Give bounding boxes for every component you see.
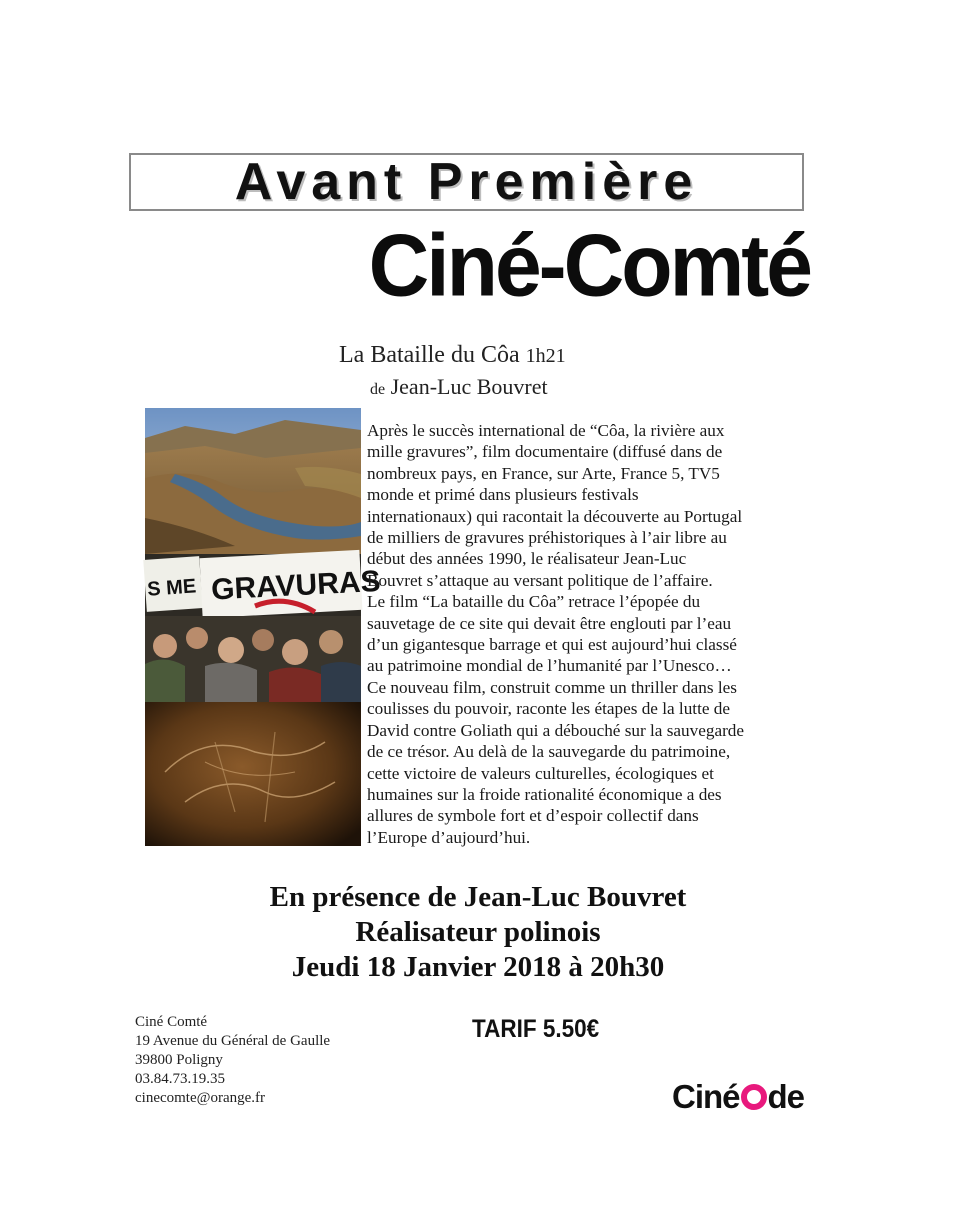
synopsis-line: Après le succès international de “Côa, la rivière aux: [367, 421, 725, 440]
address-name: Ciné Comté: [135, 1014, 208, 1030]
director-name: Jean-Luc Bouvret: [390, 374, 548, 399]
protest-sign-main-text: GRAVURAS: [210, 564, 382, 607]
guest-line: En présence de Jean-Luc Bouvret: [269, 881, 687, 913]
rock-engraving-photo: [145, 702, 361, 846]
director-prefix: de: [370, 381, 386, 398]
synopsis-line: début des années 1990, le réalisateur Jean-Luc: [367, 549, 687, 569]
address-city: 39800 Poligny: [135, 1052, 223, 1068]
logo-o-ring-icon: [741, 1084, 767, 1110]
synopsis-line: mille gravures”, film documentaire (diffusé dans de: [367, 442, 723, 462]
synopsis-line: internationaux) qui racontait la découverte au Portugal: [367, 506, 743, 526]
synopsis-line: d’un gigantesque barrage et qui est aujourd’hui classé: [367, 635, 737, 655]
event-date: Jeudi 18 Janvier 2018 à 20h30: [291, 951, 665, 983]
guest-role: Réalisateur polinois: [355, 916, 601, 948]
cineode-logo: [672, 1078, 804, 1116]
protest-sign-left-text: S ME: [146, 575, 197, 601]
synopsis-line: coulisses du pouvoir, raconte les étapes de la lutte de: [367, 699, 731, 719]
synopsis-line: nombreux pays, en France, sur Arte, France 5, TV5: [367, 463, 720, 483]
synopsis-line: de milliers de gravures préhistoriques à l’air libre au: [367, 528, 727, 548]
synopsis-line: monde et primé dans plusieurs festivals: [367, 485, 639, 505]
address-email: cinecomte@orange.fr: [135, 1090, 265, 1106]
synopsis-line: Bouvret s’attaque au versant politique de l’affaire.: [367, 570, 713, 590]
synopsis-line: au patrimoine mondial de l’humanité par l’Unesco…: [367, 656, 732, 676]
event-details: [0, 880, 956, 985]
banner-title: Avant Première: [234, 153, 699, 211]
film-title-line: [339, 342, 566, 369]
director-line: [370, 374, 548, 400]
synopsis-line: allures de symbole fort et d’espoir collectif dans: [367, 806, 699, 826]
cinema-address: [135, 1013, 330, 1108]
address-street: 19 Avenue du Général de Gaulle: [135, 1033, 331, 1049]
synopsis-text: [367, 420, 817, 848]
avant-premiere-banner: [129, 153, 804, 211]
synopsis-line: Le film “La bataille du Côa” retrace l’épopée du: [367, 592, 701, 612]
film-duration: 1h21: [525, 345, 566, 367]
synopsis-line: de ce trésor. Au delà de la sauvegarde du patrimoine,: [367, 742, 731, 762]
address-phone: 03.84.73.19.35: [135, 1071, 225, 1087]
synopsis-line: l’Europe d’aujourd’hui.: [367, 827, 531, 847]
synopsis-line: Ce nouveau film, construit comme un thriller dans les: [367, 677, 737, 697]
synopsis-line: David contre Goliath qui a débouché sur la sauvegarde: [367, 720, 745, 740]
river-valley-photo: [145, 408, 361, 554]
cinema-name: Ciné-Comté: [368, 215, 810, 315]
synopsis-line: humaines sur la froide rationalité économique a des: [367, 784, 722, 804]
synopsis-line: sauvetage de ce site qui devait être englouti par l’eau: [367, 613, 732, 633]
synopsis-line: cette victoire de valeurs culturelles, écologiques et: [367, 763, 714, 783]
ticket-price: TARIF 5.50€: [472, 1015, 600, 1043]
film-title: La Bataille du Côa: [339, 342, 520, 368]
protest-photo: [145, 554, 382, 702]
logo-part2: de: [767, 1078, 805, 1115]
logo-part1: Ciné: [672, 1078, 740, 1115]
